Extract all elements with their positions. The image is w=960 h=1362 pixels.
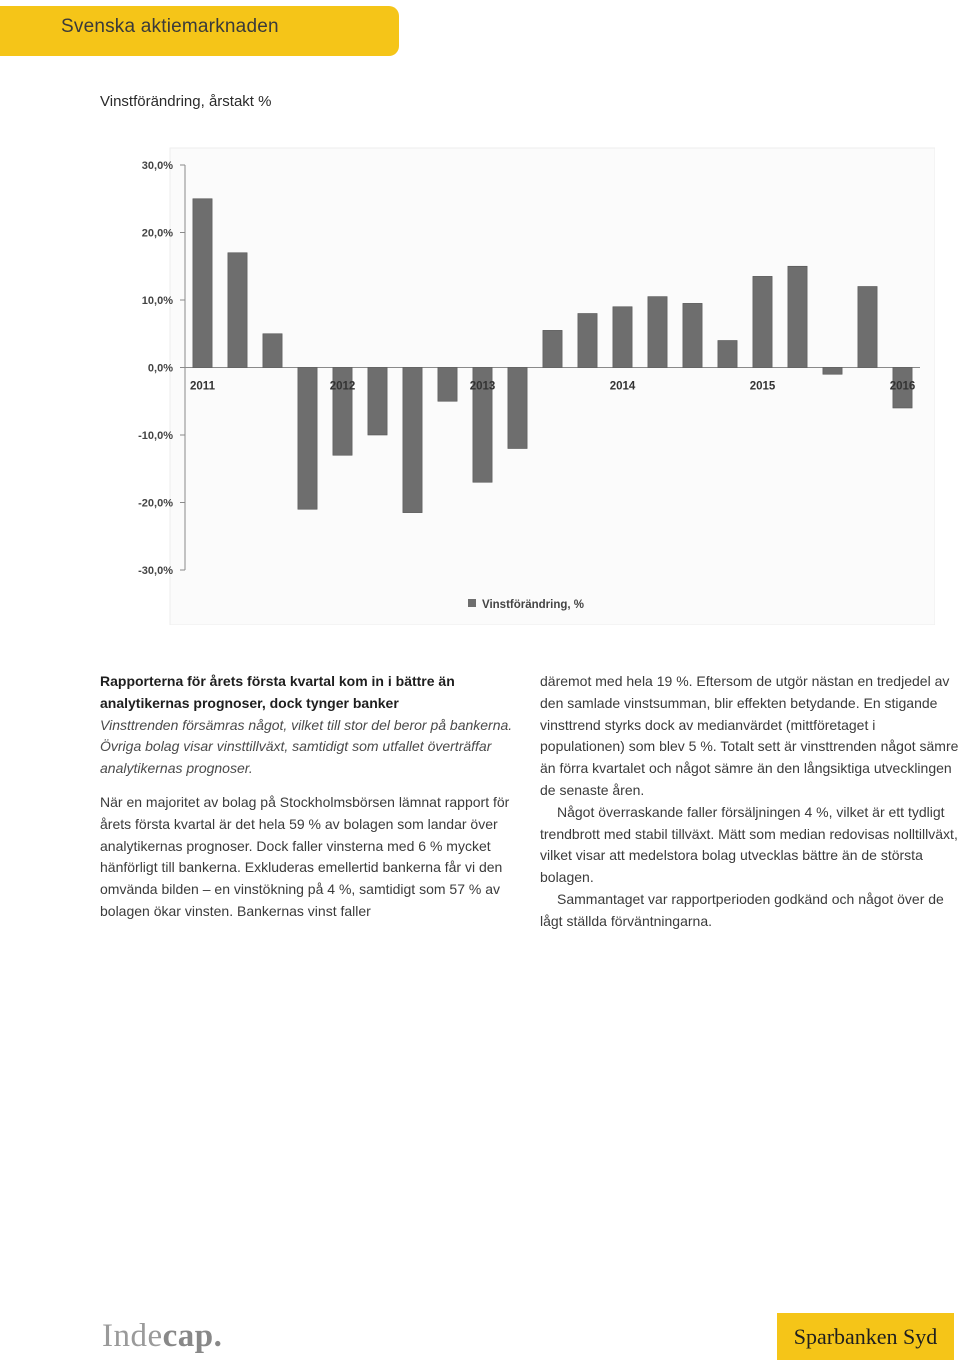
sparbanken-syd-logo: Sparbanken Syd: [777, 1313, 954, 1360]
chart-bar: [858, 287, 877, 368]
chart-bar: [193, 199, 212, 368]
chart-bar: [228, 253, 247, 368]
article-lead: Vinsttrenden försämras något, vilket till stor del beror på bankerna. Övriga bolag visar vinsttillväxt, samtidigt som utfallet överträffar analytikernas prognoser.: [100, 716, 513, 777]
chart-bar: [718, 341, 737, 368]
x-tick-label: 2015: [749, 380, 776, 393]
chart-bar: [613, 307, 632, 368]
chart-bar: [753, 276, 772, 367]
chart-bar: [403, 368, 422, 513]
y-tick-label: 0,0%: [147, 362, 173, 375]
y-tick-label: -30,0%: [138, 565, 173, 577]
chart-bar: [823, 368, 842, 375]
legend-label: Vinstförändring, %: [482, 599, 585, 611]
article-body-right-p3: Sammantaget var rapportperioden godkänd och något över de lågt ställda förväntningarna.: [540, 890, 944, 929]
chart-bar: [578, 314, 597, 368]
chart-bar: [683, 303, 702, 367]
chart-heading: Vinstförändring, årstakt %: [100, 93, 272, 110]
y-tick-label: 20,0%: [141, 227, 173, 240]
left-column: [100, 671, 520, 923]
right-column: [540, 671, 960, 933]
chart-bar: [543, 330, 562, 367]
x-tick-label: 2016: [889, 380, 916, 393]
bar-chart: [120, 140, 935, 625]
x-tick-label: 2014: [609, 380, 636, 393]
article-body-right-p2: Något överraskande faller försäljningen 4 %, vilket är ett tydligt trendbrott med stabil tillväxt. Mätt som median redovisas nolltillväxt, vilket visar att medelstora bolag utvecklas bättre än de största bolagen.: [540, 803, 958, 886]
x-tick-label: 2012: [329, 380, 356, 393]
y-tick-label: -20,0%: [138, 497, 173, 510]
y-tick-label: 10,0%: [141, 295, 173, 307]
chart-bar: [508, 368, 527, 449]
indecap-logo: Indecap.: [102, 1318, 223, 1354]
chart-bar: [438, 368, 457, 402]
legend-swatch: [468, 599, 476, 607]
chart-plot-area: [170, 148, 935, 625]
article-body-right-p1: däremot med hela 19 %. Eftersom de utgör nästan en tredjedel av den samlade vinstsumman, blir effekten betydande. En stigande vinsttrend styrks dock av medianvärdet (mittföretaget i populationen) som blev 5 %. Totalt sett är vinsttrenden något sämre än förra kvartalet och något sämre än den långsiktiga utvecklingen de senaste åren.: [540, 673, 959, 798]
y-tick-label: 30,0%: [141, 160, 173, 172]
chart-bar: [263, 334, 282, 368]
article-body-left: När en majoritet av bolag på Stockholmsbörsen lämnat rapport för årets första kvartal är det hela 59 % av bolagen som landar över analytikernas prognoser. Dock faller vinsterna med 6 % mycket hänförligt till bankerna. Exkluderas emellertid bankerna får vi den omvända bilden – en vinstökning på 4 %, samtidigt som 57 % av bolagen ökar vinsten. Bankernas vinst faller: [100, 793, 510, 919]
chart-bar: [298, 368, 317, 510]
x-tick-label: 2011: [190, 380, 215, 393]
y-tick-label: -10,0%: [138, 430, 173, 442]
x-tick-label: 2013: [469, 380, 496, 393]
page-title: Svenska aktiemarknaden: [61, 16, 279, 37]
chart-bar: [368, 368, 387, 436]
article-title-line-1: Rapporterna för årets första kvartal kom in i bättre än: [100, 673, 455, 689]
chart-bar: [788, 266, 807, 367]
article-title-line-2: analytikernas prognoser, dock tynger banker: [100, 694, 399, 711]
chart-bar: [648, 297, 667, 368]
